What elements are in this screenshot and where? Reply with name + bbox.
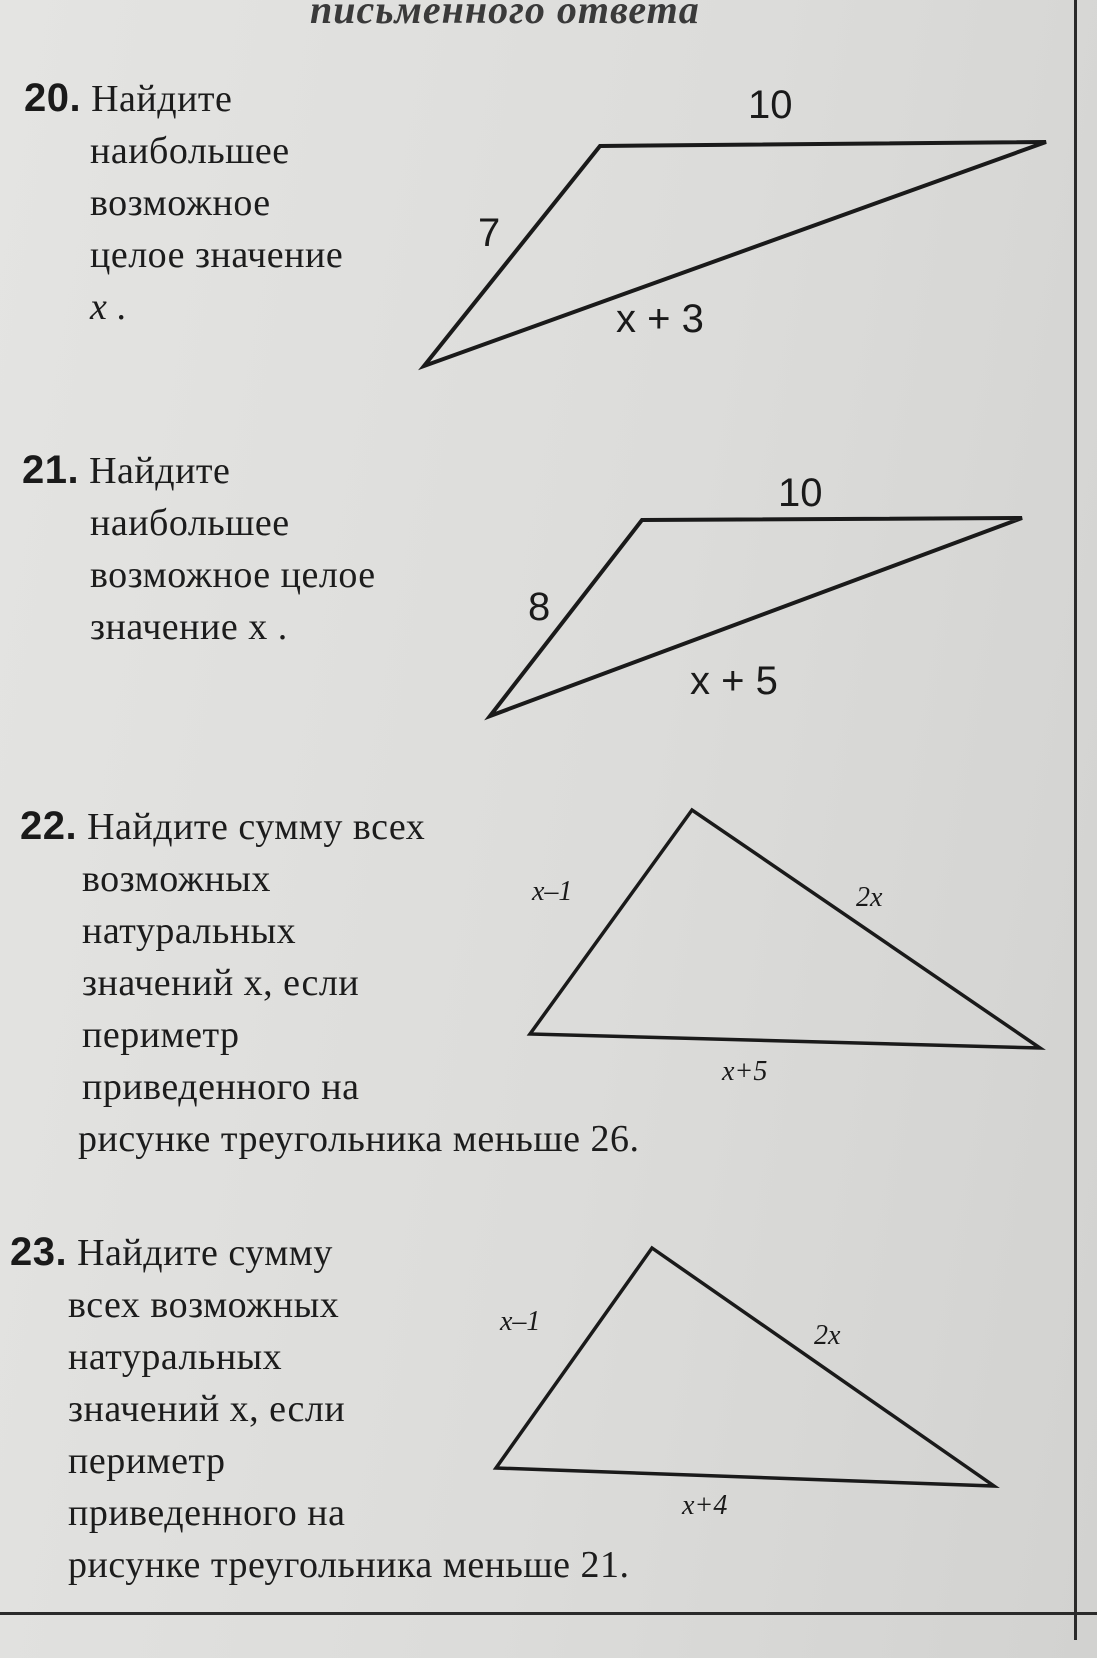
section-header: письменного ответа (310, 0, 700, 32)
page-frame-bottom (0, 1612, 1097, 1615)
text-line: x . (90, 286, 128, 328)
problem-number: 22. (20, 804, 78, 848)
problem-23-figure (496, 1248, 994, 1521)
text-line: рисунке треугольника меньше 21. (68, 1544, 630, 1586)
triangle-shape (530, 810, 1040, 1048)
text-line: возможное целое (90, 554, 376, 596)
problem-number: 21. (22, 448, 80, 492)
side-label-bottom: x+5 (722, 1056, 768, 1087)
text-line: натуральных (68, 1336, 283, 1378)
side-label-top: 10 (778, 471, 823, 515)
page-frame-right (1074, 0, 1077, 1640)
text-line: возможное (90, 182, 271, 224)
text-line: возможных (82, 858, 271, 900)
text-line: значений x, если (68, 1388, 346, 1430)
problem-number: 23. (10, 1230, 68, 1274)
text-line: приведенного на (82, 1066, 360, 1108)
text-line: Найдите (89, 450, 231, 492)
triangle-shape (496, 1248, 994, 1486)
text-line: периметр (68, 1440, 226, 1482)
side-label-bottom: x + 3 (616, 297, 704, 341)
problem-21-figure (490, 471, 1022, 716)
text-line: наибольшее (90, 502, 290, 544)
side-label-left: x–1 (500, 1306, 541, 1337)
problem-number: 20. (24, 76, 82, 120)
text-line: Найдите (91, 78, 233, 120)
side-label-top: 10 (748, 83, 793, 127)
text-line: Найдите сумму всех (87, 806, 426, 848)
triangle-shape (424, 142, 1046, 366)
problem-22-figure (530, 810, 1040, 1087)
side-label-left: x–1 (532, 876, 573, 907)
text-line: значений x, если (82, 962, 360, 1004)
side-label-bottom: x + 5 (690, 659, 778, 703)
problem-20-figure (424, 83, 1046, 366)
text-line: приведенного на (68, 1492, 346, 1534)
text-line: наибольшее (90, 130, 290, 172)
side-label-left: 8 (528, 585, 551, 629)
text-line: периметр (82, 1014, 240, 1056)
text-line: всех возможных (68, 1284, 340, 1326)
side-label-right: 2x (856, 882, 883, 913)
side-label-bottom: x+4 (682, 1490, 728, 1521)
side-label-right: 2x (814, 1320, 841, 1351)
text-line: Найдите сумму (77, 1232, 333, 1274)
text-line: целое значение (90, 234, 344, 276)
text-line: натуральных (82, 910, 297, 952)
side-label-left: 7 (478, 211, 501, 255)
text-line: значение x . (90, 606, 288, 648)
text-line: рисунке треугольника меньше 26. (78, 1118, 640, 1160)
